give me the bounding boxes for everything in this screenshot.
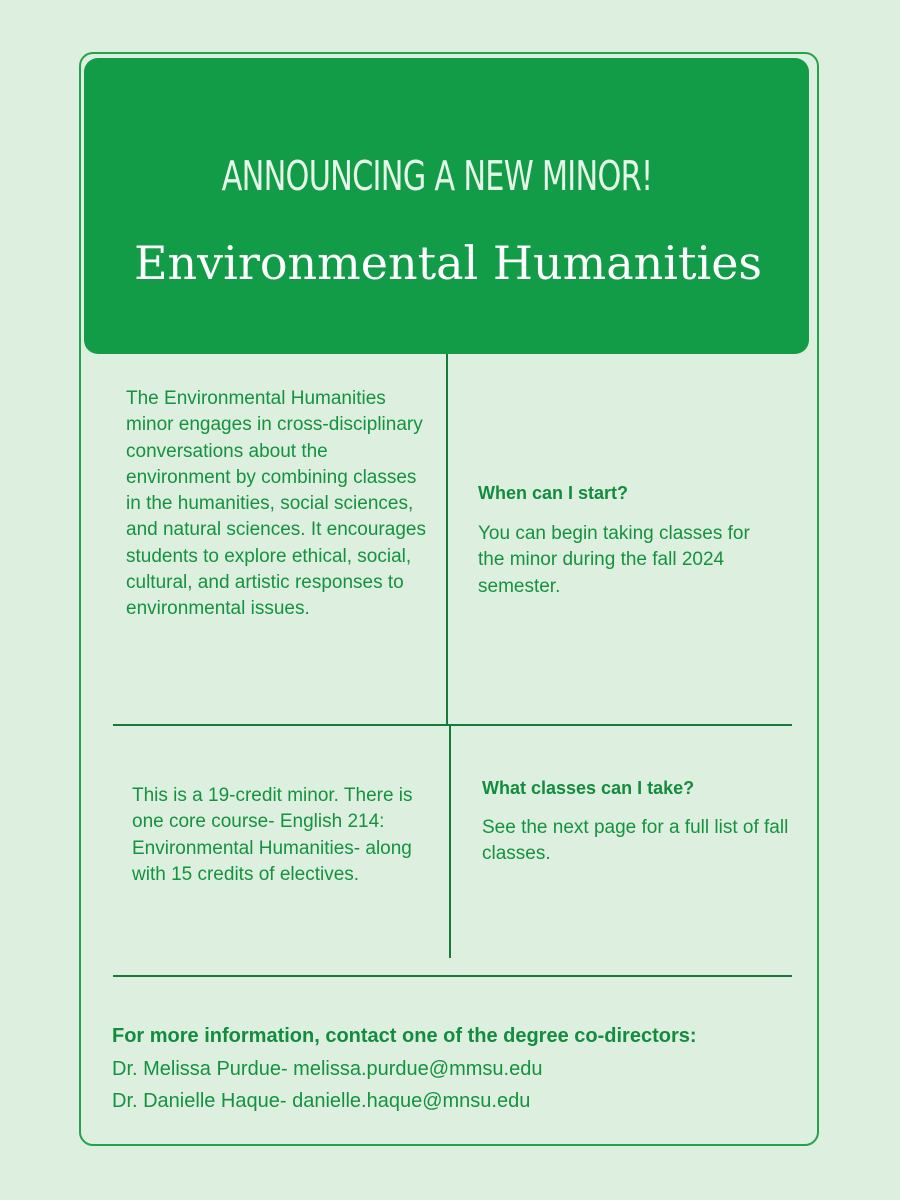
contact-heading: For more information, contact one of the degree co-directors: — [112, 1025, 697, 1047]
contact-line-haque[interactable]: Dr. Danielle Haque- danielle.haque@mnsu.edu — [112, 1090, 531, 1112]
credits-text: This is a 19-credit minor. There is one core course- English 214: Environmental Humanities- along with 15 credits of electives. — [132, 785, 413, 885]
contact-line-purdue[interactable]: Dr. Melissa Purdue- melissa.purdue@mmsu.edu — [112, 1058, 543, 1080]
minor-title: Environmental Humanities — [133, 236, 763, 290]
classes-heading: What classes can I take? — [482, 778, 695, 798]
start-heading: When can I start? — [478, 483, 629, 503]
banner-kicker-wrap — [0, 146, 900, 206]
divider-vertical-top — [446, 354, 448, 726]
about-minor-text: The Environmental Humanities minor engages in cross-disciplinary conversations about the environment by combining classes in the humanities, social sciences, and natural sciences. It encourages students to explore ethical, social, cultural, and artistic responses to environmental issues. — [126, 388, 426, 620]
header-banner — [84, 58, 809, 354]
divider-horizontal-middle — [113, 724, 792, 726]
divider-vertical-bottom — [449, 726, 451, 958]
announcement-kicker: ANNOUNCING A NEW MINOR! — [221, 152, 653, 200]
classes-text: See the next page for a full list of fall classes. — [482, 817, 789, 865]
divider-horizontal-bottom — [113, 975, 792, 977]
start-text: You can begin taking classes for the minor during the fall 2024 semester. — [478, 523, 750, 597]
